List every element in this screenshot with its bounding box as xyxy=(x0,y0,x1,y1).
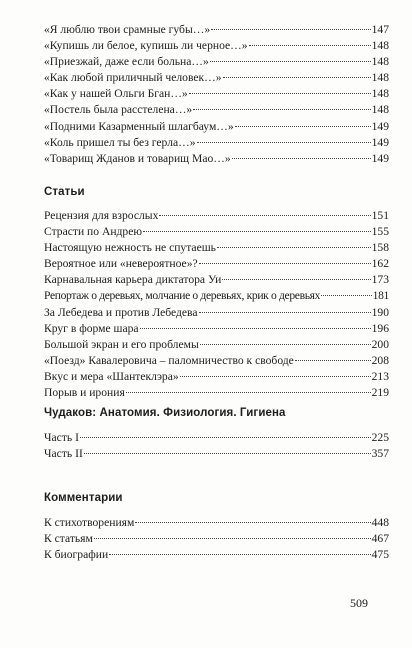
dot-leader xyxy=(223,77,371,78)
toc-entry xyxy=(44,70,389,86)
dot-leader xyxy=(249,45,371,46)
entry-page: 467 xyxy=(371,532,389,546)
dot-leader xyxy=(193,109,370,110)
toc-entry xyxy=(44,256,389,272)
dot-leader xyxy=(84,453,371,454)
entry-title: Рецензия для взрослых xyxy=(44,209,159,222)
toc-entry xyxy=(44,102,389,118)
comments-list xyxy=(44,515,389,563)
entry-page: 208 xyxy=(371,353,389,367)
entry-page: 213 xyxy=(371,369,389,383)
entry-title: «Товарищ Жданов и товарищ Мао…» xyxy=(44,151,231,165)
section-heading-comments: Комментарии xyxy=(44,492,123,504)
entry-page: 158 xyxy=(371,241,389,255)
entry-title: «Поезд» Кавалеровича – паломничество к свободе xyxy=(44,353,294,367)
entry-page: 225 xyxy=(371,431,389,444)
entry-page: 219 xyxy=(371,386,389,400)
dot-leader xyxy=(235,126,371,127)
entry-page: 173 xyxy=(371,273,389,287)
entry-page: 448 xyxy=(371,516,389,529)
toc-entry xyxy=(44,321,389,337)
entry-title: Круг в форме шара xyxy=(44,321,139,335)
toc-entry xyxy=(44,531,389,547)
entry-title: К статьям xyxy=(44,532,93,546)
toc-entry xyxy=(44,119,389,135)
toc-entry xyxy=(44,54,389,70)
entry-page: 148 xyxy=(371,87,389,101)
dot-leader xyxy=(159,215,370,216)
toc-entry xyxy=(44,430,389,446)
entry-page: 151 xyxy=(371,209,389,222)
entry-title: «Постель была расстелена…» xyxy=(44,103,193,117)
entry-title: К стихотворениям xyxy=(44,516,135,529)
entry-title: К биографии xyxy=(44,548,109,562)
toc-entry xyxy=(44,385,389,401)
entry-title: Настоящую нежность не спутаешь xyxy=(44,241,216,255)
entry-page: 149 xyxy=(371,119,389,133)
section-heading-articles: Статьи xyxy=(44,186,85,198)
dot-leader xyxy=(180,376,371,377)
toc-entry xyxy=(44,38,389,54)
entry-page: 149 xyxy=(371,135,389,149)
dot-leader xyxy=(222,279,370,280)
dot-leader xyxy=(126,392,371,393)
toc-entry xyxy=(44,547,389,563)
dot-leader xyxy=(197,142,371,143)
articles-list xyxy=(44,208,389,401)
dot-leader xyxy=(109,554,370,555)
dot-leader xyxy=(232,158,371,159)
toc-entry xyxy=(44,240,389,256)
entry-title: Вероятное или «невероятное»? xyxy=(44,257,198,271)
dot-leader xyxy=(211,29,370,30)
entry-title: «Коль пришел ты без герла…» xyxy=(44,135,196,149)
entry-page: 148 xyxy=(371,71,389,85)
entry-title: «Подними Казарменный шлагбаум…» xyxy=(44,119,234,133)
entry-page: 190 xyxy=(371,305,389,319)
entry-page: 149 xyxy=(371,151,389,165)
toc-entry xyxy=(44,135,389,151)
toc-entry xyxy=(44,224,389,240)
dot-leader xyxy=(210,61,371,62)
dot-leader xyxy=(321,295,372,296)
dot-leader xyxy=(199,263,371,264)
section-heading-chudakov: Чудаков: Анатомия. Физиология. Гигиена xyxy=(44,407,286,419)
entry-title: Репортаж о деревьях, молчание о деревьях, крик о деревьях xyxy=(44,289,321,303)
entry-title: «Приезжай, даже если больна…» xyxy=(44,55,209,69)
dot-leader xyxy=(80,437,371,438)
toc-entry xyxy=(44,151,389,167)
toc-entry xyxy=(44,515,389,531)
toc-entry xyxy=(44,337,389,353)
toc-entry xyxy=(44,353,389,369)
dot-leader xyxy=(199,312,371,313)
entry-title: «Как у нашей Ольги Бган…» xyxy=(44,87,188,101)
entry-title: Страсти по Андрею xyxy=(44,225,143,239)
dot-leader xyxy=(94,538,371,539)
toc-entry xyxy=(44,446,389,462)
entry-page: 148 xyxy=(371,55,389,69)
toc-entry xyxy=(44,369,389,385)
page-number: 509 xyxy=(350,596,368,610)
entry-page: 357 xyxy=(371,447,389,461)
dot-leader xyxy=(189,93,371,94)
entry-title: Вкус и мера «Шантеклэра» xyxy=(44,369,179,383)
entry-page: 147 xyxy=(371,23,389,36)
entry-page: 148 xyxy=(371,103,389,117)
entry-page: 162 xyxy=(371,257,389,271)
entry-page: 148 xyxy=(371,39,389,53)
dot-leader xyxy=(295,360,371,361)
dot-leader xyxy=(217,247,371,248)
entry-title: Часть I xyxy=(44,431,79,444)
entry-title: За Лебедева и против Лебедева xyxy=(44,305,198,319)
chudakov-list xyxy=(44,430,389,462)
entry-title: Порыв и ирония xyxy=(44,386,125,400)
toc-entry xyxy=(44,22,389,38)
toc-entry xyxy=(44,86,389,102)
entry-title: Карнавальная карьера диктатора Уи xyxy=(44,273,222,287)
dot-leader xyxy=(140,328,371,329)
toc-entry xyxy=(44,288,389,304)
entry-title: «Как любой приличный человек…» xyxy=(44,71,222,85)
entry-page: 200 xyxy=(371,337,389,351)
dot-leader xyxy=(135,522,370,523)
entry-title: «Я люблю твои срамные губы…» xyxy=(44,23,211,36)
entry-title: Большой экран и его проблемы xyxy=(44,337,199,351)
entry-title: Часть II xyxy=(44,447,83,461)
entry-page: 196 xyxy=(371,321,389,335)
entry-page: 155 xyxy=(371,225,389,239)
dot-leader xyxy=(143,231,371,232)
toc-entry xyxy=(44,305,389,321)
toc-entry xyxy=(44,272,389,288)
dot-leader xyxy=(200,344,371,345)
toc-entry xyxy=(44,208,389,224)
entry-page: 475 xyxy=(371,548,389,562)
entry-title: «Купишь ли белое, купишь ли черное…» xyxy=(44,39,248,53)
entry-page: 181 xyxy=(372,289,389,303)
poems-list xyxy=(44,22,389,167)
